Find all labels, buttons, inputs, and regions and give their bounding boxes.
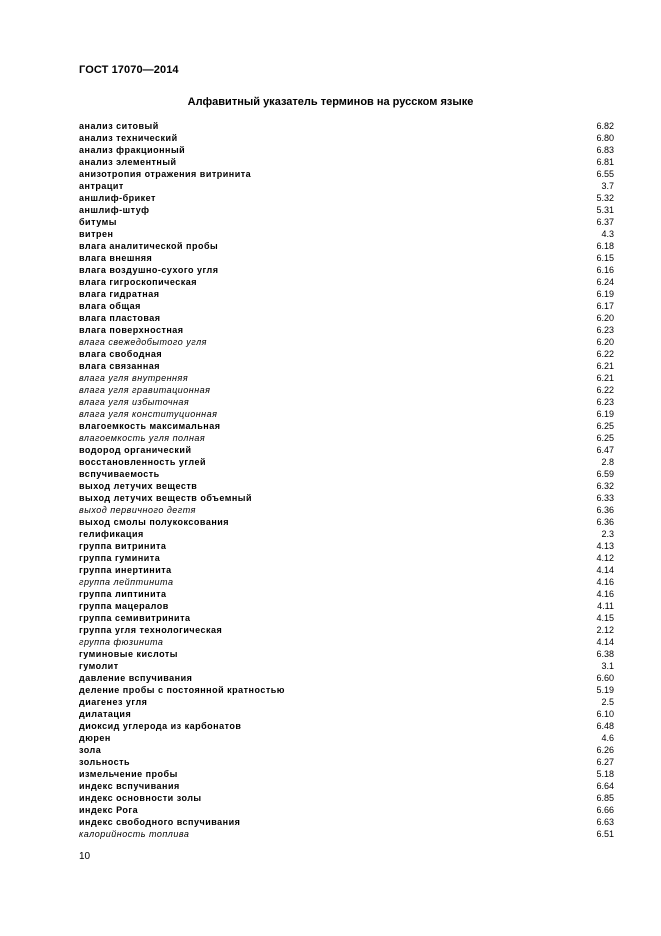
index-reference: 6.26 <box>596 745 614 755</box>
index-term: выход летучих веществ объемный <box>79 493 253 503</box>
index-entry <box>79 408 614 420</box>
index-entry <box>79 576 614 588</box>
index-term: влага поверхностная <box>79 325 184 335</box>
index-reference: 6.10 <box>596 709 614 719</box>
index-reference: 5.31 <box>596 205 614 215</box>
index-reference: 2.12 <box>596 625 614 635</box>
index-term: анализ элементный <box>79 157 177 167</box>
index-term: влага воздушно-сухого угля <box>79 265 219 275</box>
index-term: диоксид углерода из карбонатов <box>79 721 242 731</box>
index-reference: 5.32 <box>596 193 614 203</box>
index-entry <box>79 300 614 312</box>
index-reference: 6.48 <box>596 721 614 731</box>
index-entry <box>79 672 614 684</box>
index-entry <box>79 600 614 612</box>
index-reference: 2.3 <box>601 529 614 539</box>
index-reference: 6.60 <box>596 673 614 683</box>
index-term: антрацит <box>79 181 124 191</box>
index-term: анализ фракционный <box>79 145 186 155</box>
index-entry <box>79 492 614 504</box>
index-term: измельчение пробы <box>79 769 178 779</box>
index-entry <box>79 144 614 156</box>
index-entry <box>79 588 614 600</box>
index-entry <box>79 636 614 648</box>
index-entry <box>79 252 614 264</box>
index-reference: 6.59 <box>596 469 614 479</box>
index-term: влагоемкость угля полная <box>79 433 206 443</box>
index-entry <box>79 264 614 276</box>
index-term: влага угля внутренняя <box>79 373 189 383</box>
index-reference: 6.85 <box>596 793 614 803</box>
index-reference: 6.47 <box>596 445 614 455</box>
index-entry <box>79 660 614 672</box>
index-entry <box>79 288 614 300</box>
index-term: влага общая <box>79 301 141 311</box>
index-reference: 6.66 <box>596 805 614 815</box>
index-entry <box>79 132 614 144</box>
index-term: влага угля конституционная <box>79 409 218 419</box>
index-reference: 4.6 <box>601 733 614 743</box>
index-term: влага угля гравитационная <box>79 385 211 395</box>
index-entry <box>79 228 614 240</box>
index-reference: 6.22 <box>596 385 614 395</box>
index-entry <box>79 516 614 528</box>
index-entry <box>79 816 614 828</box>
index-term: влага внешняя <box>79 253 153 263</box>
index-entry <box>79 804 614 816</box>
index-reference: 4.3 <box>601 229 614 239</box>
index-entry <box>79 648 614 660</box>
index-entry <box>79 312 614 324</box>
index-reference: 5.18 <box>596 769 614 779</box>
index-entry <box>79 504 614 516</box>
index-reference: 6.83 <box>596 145 614 155</box>
index-entry <box>79 360 614 372</box>
index-term: анализ ситовый <box>79 121 159 131</box>
index-term: давление вспучивания <box>79 673 193 683</box>
index-reference: 6.64 <box>596 781 614 791</box>
index-entry <box>79 624 614 636</box>
index-entry <box>79 612 614 624</box>
index-reference: 4.16 <box>596 577 614 587</box>
index-term: анизотропия отражения витринита <box>79 169 252 179</box>
index-entry <box>79 792 614 804</box>
index-reference: 6.82 <box>596 121 614 131</box>
index-reference: 6.25 <box>596 433 614 443</box>
index-entry <box>79 336 614 348</box>
index-entry <box>79 120 614 132</box>
index-reference: 6.32 <box>596 481 614 491</box>
index-term: дилатация <box>79 709 132 719</box>
index-term: влагоемкость максимальная <box>79 421 221 431</box>
index-entry <box>79 756 614 768</box>
index-entry <box>79 216 614 228</box>
index-entry <box>79 348 614 360</box>
index-term: влага гидратная <box>79 289 160 299</box>
index-entry <box>79 420 614 432</box>
index-term: гумолит <box>79 661 119 671</box>
index-entry <box>79 780 614 792</box>
index-title: Алфавитный указатель терминов на русском языке <box>187 96 474 108</box>
index-term: влага связанная <box>79 361 161 371</box>
index-term: группа инертинита <box>79 565 172 575</box>
index-term: гуминовые кислоты <box>79 649 178 659</box>
index-term: аншлиф-брикет <box>79 193 156 203</box>
index-term: вспучиваемость <box>79 469 160 479</box>
index-reference: 6.21 <box>596 361 614 371</box>
index-reference: 6.27 <box>596 757 614 767</box>
index-entry <box>79 828 614 840</box>
index-entry <box>79 396 614 408</box>
index-term: группа витринита <box>79 541 167 551</box>
index-term: диагенез угля <box>79 697 148 707</box>
index-term: группа фюзинита <box>79 637 164 647</box>
index-reference: 6.16 <box>596 265 614 275</box>
index-entry <box>79 444 614 456</box>
index-reference: 6.55 <box>596 169 614 179</box>
index-term: группа лейптинита <box>79 577 174 587</box>
index-reference: 4.13 <box>596 541 614 551</box>
index-reference: 6.19 <box>596 289 614 299</box>
index-reference: 6.15 <box>596 253 614 263</box>
index-term: выход первичного дегтя <box>79 505 196 515</box>
index-reference: 6.21 <box>596 373 614 383</box>
index-reference: 6.23 <box>596 325 614 335</box>
index-term: влага свободная <box>79 349 163 359</box>
index-reference: 6.19 <box>596 409 614 419</box>
index-entry <box>79 732 614 744</box>
index-reference: 4.14 <box>596 565 614 575</box>
index-entry <box>79 468 614 480</box>
index-term: выход смолы полукоксования <box>79 517 230 527</box>
index-reference: 6.18 <box>596 241 614 251</box>
index-entry <box>79 744 614 756</box>
index-entry <box>79 708 614 720</box>
index-term: влага гигроскопическая <box>79 277 198 287</box>
index-term: группа гуминита <box>79 553 161 563</box>
index-reference: 6.38 <box>596 649 614 659</box>
index-reference: 6.23 <box>596 397 614 407</box>
index-entry <box>79 192 614 204</box>
index-term: восстановленность углей <box>79 457 207 467</box>
index-term: индекс Рога <box>79 805 139 815</box>
index-reference: 4.15 <box>596 613 614 623</box>
index-term: деление пробы с постоянной кратностью <box>79 685 285 695</box>
index-entry <box>79 480 614 492</box>
index-reference: 6.37 <box>596 217 614 227</box>
index-term: влага аналитической пробы <box>79 241 219 251</box>
index-term: влага угля избыточная <box>79 397 190 407</box>
index-entry <box>79 240 614 252</box>
index-term: выход летучих веществ <box>79 481 198 491</box>
index-reference: 4.12 <box>596 553 614 563</box>
index-reference: 6.36 <box>596 517 614 527</box>
index-entry <box>79 456 614 468</box>
index-entry <box>79 156 614 168</box>
index-reference: 3.7 <box>601 181 614 191</box>
index-entry <box>79 168 614 180</box>
index-reference: 6.24 <box>596 277 614 287</box>
index-term: анализ технический <box>79 133 178 143</box>
index-term: гелификация <box>79 529 144 539</box>
index-term: влага пластовая <box>79 313 161 323</box>
index-reference: 4.16 <box>596 589 614 599</box>
index-term: калорийность топлива <box>79 829 190 839</box>
index-reference: 6.20 <box>596 313 614 323</box>
index-term: влага свежедобытого угля <box>79 337 207 347</box>
term-index-list <box>79 120 614 840</box>
index-entry <box>79 696 614 708</box>
index-reference: 6.36 <box>596 505 614 515</box>
index-term: индекс основности золы <box>79 793 202 803</box>
index-entry <box>79 372 614 384</box>
index-term: аншлиф-штуф <box>79 205 150 215</box>
index-entry <box>79 432 614 444</box>
index-reference: 6.17 <box>596 301 614 311</box>
index-entry <box>79 540 614 552</box>
index-term: зола <box>79 745 102 755</box>
index-entry <box>79 324 614 336</box>
index-term: группа липтинита <box>79 589 167 599</box>
index-reference: 3.1 <box>601 661 614 671</box>
index-reference: 6.20 <box>596 337 614 347</box>
document-header: ГОСТ 17070—2014 <box>79 64 179 76</box>
index-entry <box>79 204 614 216</box>
index-term: зольность <box>79 757 131 767</box>
index-term: водород органический <box>79 445 192 455</box>
index-entry <box>79 768 614 780</box>
index-entry <box>79 180 614 192</box>
index-reference: 2.8 <box>601 457 614 467</box>
index-entry <box>79 684 614 696</box>
index-entry <box>79 720 614 732</box>
index-reference: 6.63 <box>596 817 614 827</box>
index-reference: 6.81 <box>596 157 614 167</box>
index-term: группа семивитринита <box>79 613 191 623</box>
page-number: 10 <box>79 851 91 862</box>
index-reference: 6.33 <box>596 493 614 503</box>
index-reference: 5.19 <box>596 685 614 695</box>
index-reference: 6.80 <box>596 133 614 143</box>
index-reference: 4.14 <box>596 637 614 647</box>
index-term: группа мацералов <box>79 601 169 611</box>
index-term: индекс вспучивания <box>79 781 180 791</box>
index-reference: 2.5 <box>601 697 614 707</box>
index-term: дюрен <box>79 733 111 743</box>
index-term: битумы <box>79 217 117 227</box>
index-entry <box>79 552 614 564</box>
index-entry <box>79 528 614 540</box>
index-reference: 6.51 <box>596 829 614 839</box>
index-entry <box>79 564 614 576</box>
index-entry <box>79 384 614 396</box>
index-term: группа угля технологическая <box>79 625 223 635</box>
index-entry <box>79 276 614 288</box>
index-term: индекс свободного вспучивания <box>79 817 241 827</box>
index-reference: 6.22 <box>596 349 614 359</box>
index-term: витрен <box>79 229 114 239</box>
index-reference: 4.11 <box>597 601 614 611</box>
index-reference: 6.25 <box>596 421 614 431</box>
